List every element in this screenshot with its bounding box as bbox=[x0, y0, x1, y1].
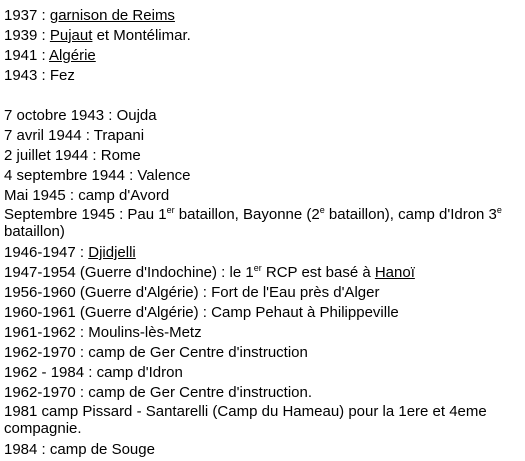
link-pujaut[interactable]: Pujaut bbox=[49, 27, 93, 44]
document-body bbox=[4, 6, 522, 460]
text-line-avord: Mai 1945 : camp d'Avord bbox=[4, 187, 170, 204]
link-djidjelli[interactable]: Djidjelli bbox=[88, 244, 136, 261]
line-prefix: 1943 : Fez bbox=[4, 67, 75, 84]
text-line-septembre-1945 bbox=[4, 206, 522, 240]
line-prefix: 1946-1947 : bbox=[4, 244, 89, 261]
text-segment: bataillon) bbox=[4, 223, 65, 240]
text-line-souge: 1984 : camp de Souge bbox=[4, 441, 155, 458]
text-line-rome: 2 juillet 1944 : Rome bbox=[4, 147, 141, 164]
text-segment: bataillon), camp d'Idron 3 bbox=[324, 206, 497, 223]
text-line-trapani: 7 avril 1944 : Trapani bbox=[4, 127, 145, 144]
text-line-idron: 1962 - 1984 : camp d'Idron bbox=[4, 364, 183, 381]
text-line-ger-2: 1962-1970 : camp de Ger Centre d'instruction. bbox=[4, 384, 313, 401]
link-garnison-de-reims[interactable]: garnison de Reims bbox=[49, 7, 175, 24]
text-line-oujda: 7 octobre 1943 : Oujda bbox=[4, 107, 157, 124]
superscript: er bbox=[253, 263, 262, 273]
text-line-ger-1: 1962-1970 : camp de Ger Centre d'instruction bbox=[4, 344, 308, 361]
link-hanoi[interactable]: Hanoï bbox=[374, 264, 415, 281]
line-prefix: 1937 : bbox=[4, 7, 50, 24]
superscript: er bbox=[166, 205, 175, 215]
text-line-valence: 4 septembre 1944 : Valence bbox=[4, 167, 191, 184]
text-line-fort-de-l-eau: 1956-1960 (Guerre d'Algérie) : Fort de l'Eau près d'Alger bbox=[4, 284, 380, 301]
text-line-1939 bbox=[4, 26, 522, 46]
text-line-indochine bbox=[4, 263, 522, 283]
text-segment: Septembre 1945 : Pau 1 bbox=[4, 206, 167, 223]
superscript: e bbox=[496, 205, 502, 215]
text-segment: RCP est basé à bbox=[261, 264, 375, 281]
superscript: e bbox=[319, 205, 325, 215]
text-line-1943 bbox=[4, 66, 522, 86]
text-line-camp-pissard: 1981 camp Pissard - Santarelli (Camp du Hameau) pour la 1ere et 4eme compagnie. bbox=[4, 403, 487, 437]
text-line-moulins-les-metz: 1961-1962 : Moulins-lès-Metz bbox=[4, 324, 202, 341]
link-algerie[interactable]: Algérie bbox=[49, 47, 96, 64]
text-line-1941 bbox=[4, 46, 522, 66]
blank-line bbox=[4, 86, 522, 106]
text-segment: 1947-1954 (Guerre d'Indochine) : le 1 bbox=[4, 264, 254, 281]
line-prefix: 1939 : bbox=[4, 27, 50, 44]
text-line-1937 bbox=[4, 6, 522, 26]
text-line-philippeville: 1960-1961 (Guerre d'Algérie) : Camp Pehaut à Philippeville bbox=[4, 304, 399, 321]
text-line-djidjelli bbox=[4, 243, 522, 263]
text-segment: bataillon, Bayonne (2 bbox=[174, 206, 320, 223]
line-prefix: 1941 : bbox=[4, 47, 50, 64]
line-suffix: et Montélimar. bbox=[92, 27, 191, 44]
